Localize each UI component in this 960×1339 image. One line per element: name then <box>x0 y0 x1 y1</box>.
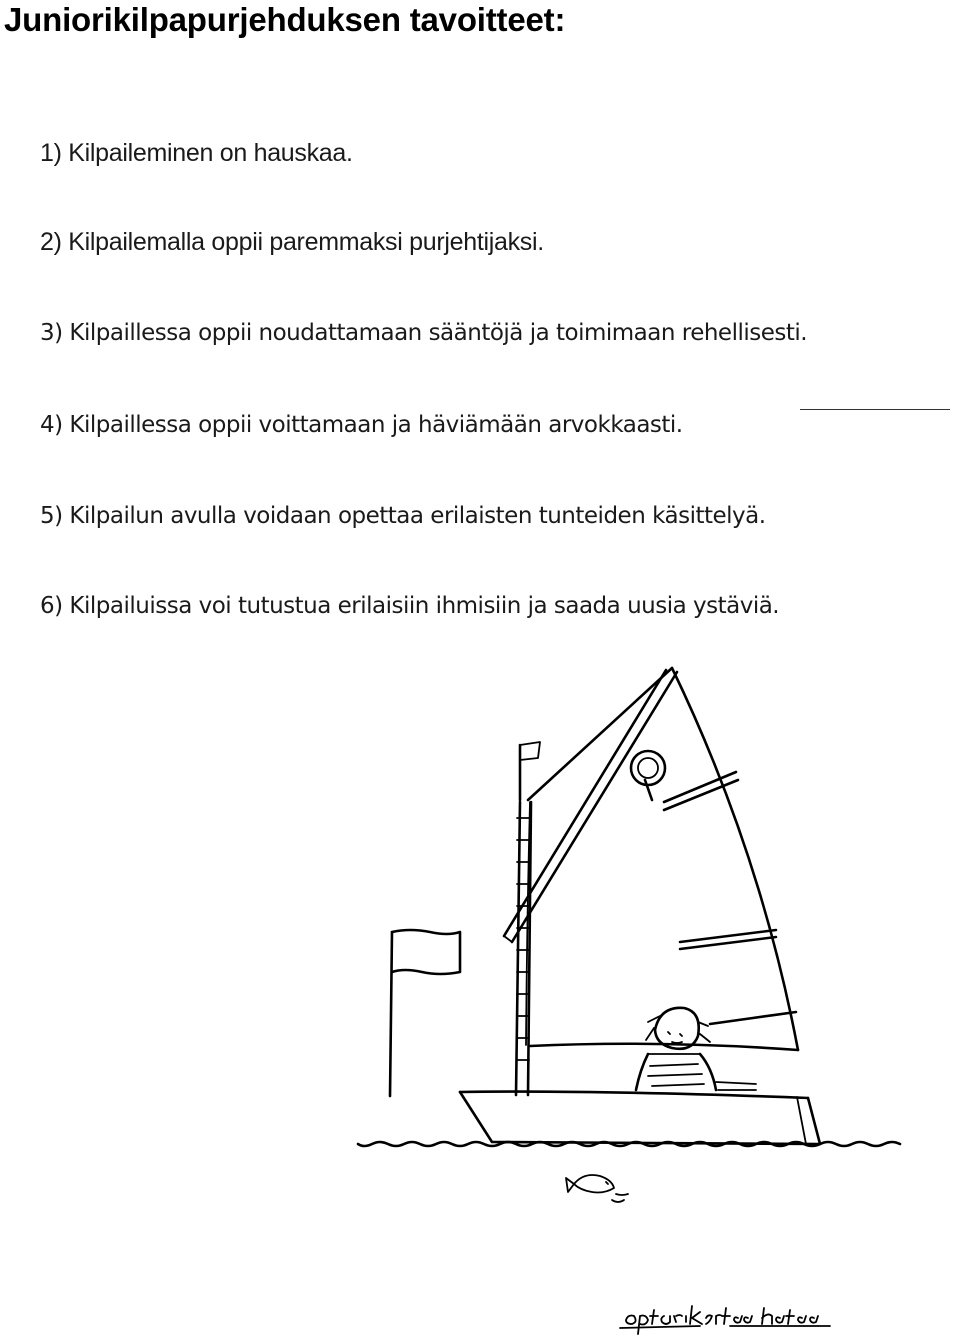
sailboat-illustration <box>0 650 960 1339</box>
goal-number: 2) <box>40 228 62 256</box>
goal-text: Kilpailemalla oppii paremmaksi purjehtijaksi. <box>68 228 544 256</box>
goal-text: Kilpaillessa oppii noudattamaan sääntöjä ja toimimaan rehellisesti. <box>69 320 808 346</box>
buoy-flag <box>390 930 460 1096</box>
goal-text: Kilpaillessa oppii voittamaan ja häviämään arvokkaasti. <box>69 412 683 438</box>
page-title: Juniorikilpapurjehduksen tavoitteet: <box>4 1 566 38</box>
goal-number: 6) <box>40 593 63 619</box>
sail-battens <box>664 772 796 1024</box>
goal-item-4 <box>40 410 683 440</box>
goal-item-5 <box>40 501 766 531</box>
goal-item-3 <box>40 318 807 348</box>
goal-text: Kilpaileminen on hauskaa. <box>68 139 353 167</box>
sail <box>526 668 798 1050</box>
goal-item-1 <box>40 138 353 168</box>
goal-number: 5) <box>40 503 63 529</box>
fish-icon <box>566 1175 628 1202</box>
boat-hull <box>460 1092 820 1144</box>
goal-text: Kilpailuissa voi tutustua erilaisiin ihmisiin ja saada uusia ystäviä. <box>69 593 780 619</box>
goal-number: 1) <box>40 139 62 167</box>
goal-number: 4) <box>40 412 63 438</box>
goal-text: Kilpailun avulla voidaan opettaa erilaisten tunteiden käsittelyä. <box>69 503 766 529</box>
goal-item-6 <box>40 591 779 621</box>
goal-number: 3) <box>40 320 63 346</box>
sail-insignia <box>631 751 665 800</box>
handwritten-caption <box>620 1306 830 1334</box>
goal-item-2 <box>40 227 544 257</box>
stray-line <box>800 409 950 410</box>
